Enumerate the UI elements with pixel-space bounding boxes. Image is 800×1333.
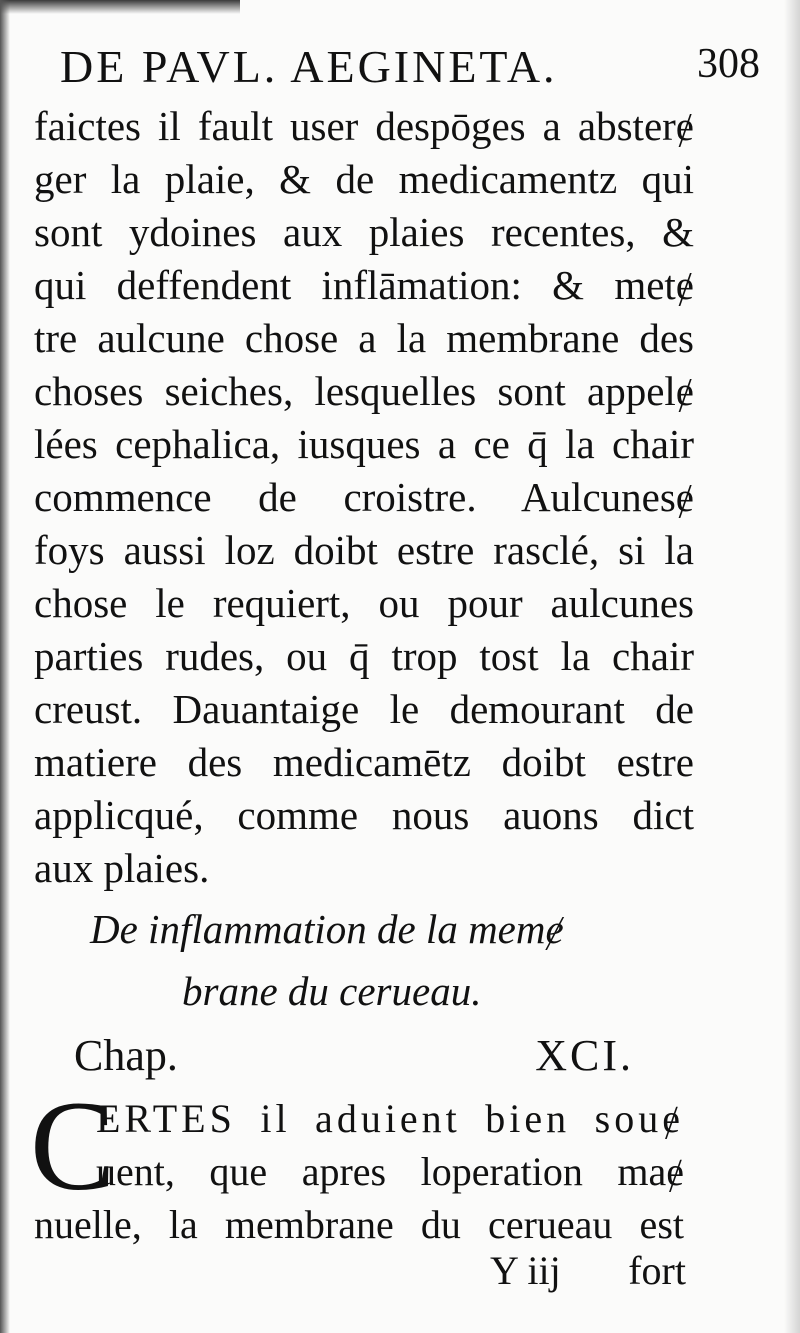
paragraph-1 [34, 100, 694, 895]
paragraph-2 [34, 1092, 684, 1251]
text-line: ger la plaie, & de medicamentz qui [34, 156, 694, 202]
running-head: DE PAVL. AEGINETA. [60, 41, 558, 92]
text-line: ERTES il aduient bien souɇ [96, 1096, 684, 1141]
text-line: lées cephalica, iusques a ce q̄ la chair [34, 421, 694, 467]
text-line: creust. Dauantaige le demourant de [34, 686, 694, 732]
chapter-heading [74, 1030, 634, 1090]
catchline [490, 1247, 686, 1297]
drop-cap: C [30, 1075, 116, 1217]
text-line: chose le requiert, ou pour aulcunes [34, 580, 694, 626]
text-line: applicqué, comme nous auons dict [34, 792, 694, 838]
text-line: commence de croistre. Aulcunesɇ [34, 474, 694, 520]
text-line: uent, que apres loperation maɇ [96, 1149, 684, 1194]
chapter-number: XCI. [535, 1031, 634, 1080]
page-number: 308 [697, 41, 760, 87]
text-line: matiere des medicamētz doibt estre [34, 739, 694, 785]
scan-edge-right [784, 0, 800, 1333]
text-line: nuelle, la membrane du cerueau est [34, 1202, 684, 1247]
scan-edge-left [0, 0, 10, 1333]
text-line: aux plaies. [34, 845, 210, 891]
section-heading-line-1: De inflammation de la memɇ [90, 906, 564, 952]
section-heading-line-2: brane du cerueau. [182, 968, 482, 1014]
scan-edge-top [0, 0, 240, 14]
signature-mark: Y iij [490, 1248, 561, 1293]
catchword: fort [628, 1248, 686, 1293]
text-line: faictes il fault user despōges a absterɇ [34, 103, 694, 149]
text-line: qui deffendent inflāmation: & metɇ [34, 262, 694, 308]
chapter-label: Chap. [74, 1031, 178, 1080]
text-line: choses seiches, lesquelles sont appelɇ [34, 368, 694, 414]
text-line: sont ydoines aux plaies recentes, & [34, 209, 694, 255]
text-line: tre aulcune chose a la membrane des [34, 315, 694, 361]
text-line: foys aussi loz doibt estre rasclé, si la [34, 527, 694, 573]
text-line: parties rudes, ou q̄ trop tost la chair [34, 633, 694, 679]
